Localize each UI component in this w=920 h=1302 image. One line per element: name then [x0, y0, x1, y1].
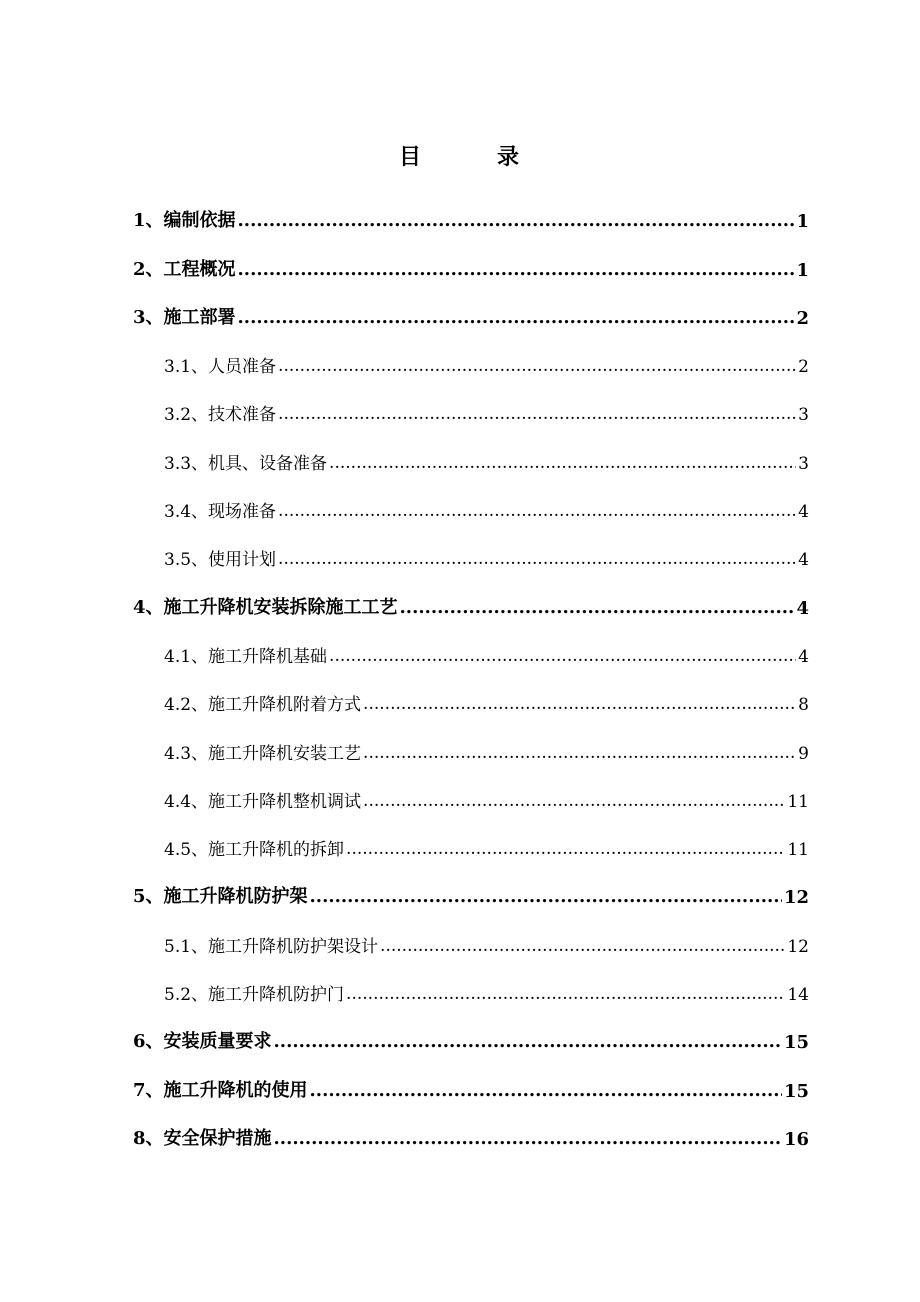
- toc-entry-5-2[interactable]: [164, 957, 809, 1005]
- toc-entry-label: 7、施工升降机的使用: [133, 1079, 308, 1101]
- toc-entry-label: 5.1、施工升降机防护架设计: [164, 936, 379, 957]
- toc-entry-page: 4: [798, 550, 809, 571]
- toc-entry-page: 11: [787, 791, 809, 812]
- toc-dot-leader: [363, 791, 785, 811]
- toc-dot-leader: [346, 839, 785, 859]
- toc-entry-label: 4.4、施工升降机整机调试: [164, 791, 362, 812]
- toc-entry-page: 14: [787, 985, 809, 1006]
- toc-entry-page: 9: [798, 743, 809, 764]
- toc-entry-4-4[interactable]: [164, 764, 809, 812]
- toc-entry-page: 4: [798, 646, 809, 667]
- toc-dot-leader: [346, 984, 785, 1004]
- toc-entry-4-2[interactable]: [164, 667, 809, 715]
- toc-entry-page: 3: [798, 453, 809, 474]
- toc-entry-3-5[interactable]: [164, 522, 809, 570]
- toc-entry-2[interactable]: [133, 232, 809, 280]
- toc-entry-4[interactable]: [133, 570, 809, 618]
- toc-entry-label: 3.5、使用计划: [164, 550, 277, 571]
- toc-dot-leader: [278, 404, 796, 424]
- toc-entry-label: 3、施工部署: [133, 306, 236, 328]
- toc-entry-8[interactable]: [133, 1102, 809, 1150]
- toc-entry-label: 2、工程概况: [133, 258, 236, 280]
- toc-dot-leader: [329, 453, 796, 473]
- toc-entry-page: 4: [796, 597, 809, 619]
- toc-entry-label: 3.1、人员准备: [164, 357, 277, 378]
- toc-entry-3-2[interactable]: [164, 377, 809, 425]
- toc-entry-3[interactable]: [133, 281, 809, 329]
- page-title: [0, 140, 920, 171]
- toc-entry-1[interactable]: [133, 184, 809, 232]
- toc-dot-leader: [363, 694, 796, 714]
- toc-entry-page: 11: [787, 840, 809, 861]
- toc-entry-page: 4: [798, 502, 809, 523]
- toc-entry-label: 5、施工升降机防护架: [133, 886, 308, 908]
- toc-entry-page: 2: [798, 357, 809, 378]
- toc-entry-label: 8、安全保护措施: [133, 1127, 272, 1149]
- toc-entry-label: 5.2、施工升降机防护门: [164, 985, 345, 1006]
- toc-entry-4-1[interactable]: [164, 619, 809, 667]
- toc-dot-leader: [278, 501, 796, 521]
- table-of-contents: [0, 184, 920, 1150]
- toc-dot-leader: [363, 743, 796, 763]
- toc-entry-label: 3.3、机具、设备准备: [164, 453, 328, 474]
- title-char-2: 录: [497, 144, 522, 170]
- toc-entry-5-1[interactable]: [164, 908, 809, 956]
- toc-dot-leader: [329, 646, 796, 666]
- toc-dot-leader: [400, 597, 795, 618]
- toc-dot-leader: [238, 259, 795, 280]
- toc-entry-page: 15: [783, 1080, 809, 1102]
- toc-entry-page: 3: [798, 405, 809, 426]
- toc-entry-3-3[interactable]: [164, 425, 809, 473]
- toc-entry-page: 15: [783, 1032, 809, 1054]
- toc-entry-3-4[interactable]: [164, 474, 809, 522]
- toc-dot-leader: [274, 1031, 782, 1052]
- toc-entry-3-1[interactable]: [164, 329, 809, 377]
- toc-entry-page: 1: [796, 259, 809, 281]
- toc-dot-leader: [278, 549, 796, 569]
- toc-entry-label: 4.2、施工升降机附着方式: [164, 695, 362, 716]
- toc-entry-label: 3.2、技术准备: [164, 405, 277, 426]
- toc-entry-page: 1: [796, 211, 809, 233]
- toc-dot-leader: [310, 1080, 782, 1101]
- toc-entry-label: 1、编制依据: [133, 210, 236, 232]
- toc-entry-label: 6、安装质量要求: [133, 1031, 272, 1053]
- toc-entry-page: 12: [783, 887, 809, 909]
- toc-dot-leader: [380, 936, 785, 956]
- toc-dot-leader: [278, 356, 796, 376]
- toc-entry-page: 2: [796, 307, 809, 329]
- toc-entry-4-5[interactable]: [164, 812, 809, 860]
- toc-entry-5[interactable]: [133, 860, 809, 908]
- toc-entry-page: 12: [787, 936, 809, 957]
- title-char-1: 目: [398, 144, 423, 170]
- toc-entry-6[interactable]: [133, 1005, 809, 1053]
- toc-dot-leader: [238, 210, 795, 231]
- toc-entry-7[interactable]: [133, 1053, 809, 1101]
- toc-entry-label: 4.3、施工升降机安装工艺: [164, 743, 362, 764]
- toc-entry-label: 4.1、施工升降机基础: [164, 646, 328, 667]
- toc-dot-leader: [274, 1128, 782, 1149]
- toc-dot-leader: [310, 886, 782, 907]
- toc-entry-label: 4、施工升降机安装拆除施工工艺: [133, 596, 398, 618]
- toc-dot-leader: [238, 307, 795, 328]
- toc-entry-label: 4.5、施工升降机的拆卸: [164, 840, 345, 861]
- toc-entry-4-3[interactable]: [164, 715, 809, 763]
- toc-entry-label: 3.4、现场准备: [164, 502, 277, 523]
- toc-entry-page: 16: [783, 1128, 809, 1150]
- toc-entry-page: 8: [798, 695, 809, 716]
